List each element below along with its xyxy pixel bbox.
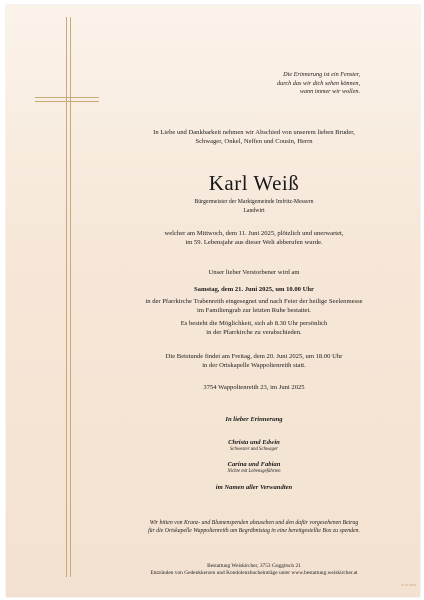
print-code: B 2P 0028 <box>401 583 416 587</box>
parte-sheet <box>6 5 420 597</box>
cross-icon-bar <box>35 97 99 98</box>
deceased-title: Bürgermeister der Marktgemeinde Imfritz-Messern <box>194 199 314 205</box>
funeral-place: in der Pfarrkirche Trabenreith eingesegnet und nach Feier der heilige Seelenmesse im Familiengrab zur letzten Ruhe bestattet. <box>145 298 363 314</box>
mourners-heading: In lieber Erinnerung <box>225 416 283 423</box>
mourner-relation-2: Nichte mit Lebensgefährten <box>227 469 281 474</box>
mourner-group-2: Carina und Fabian <box>227 461 281 468</box>
cross-icon-bar <box>35 101 99 102</box>
deceased-name: Karl Weiß <box>208 171 300 195</box>
deceased-role: Landwirt <box>243 208 265 214</box>
funeral-date: Samstag, dem 21. Juni 2025, um 10.00 Uhr <box>194 286 314 293</box>
mourner-group-1: Christa und Edwin <box>228 439 280 446</box>
funeral-home-footer: Bestattung Weiskircher, 3753 Goggitsch 21 Entzünden von Gedenkkerzen und Kondolenzbucheinträge unter www.bestattung.weiskircher.at <box>150 563 358 577</box>
death-notice: welcher am Mittwoch, dem 11. Juni 2025, plötzlich und unerwartet, im 59. Lebensjahr aus dieser Welt abberufen wurde. <box>164 230 344 246</box>
prayer-notice: Die Betstunde findet am Freitag, dem 20. Juni 2025, um 18.00 Uhr in der Ortskapelle Wappoltenreith statt. <box>165 353 343 369</box>
farewell-notice: Es besteht die Möglichkeit, sich ab 8.30 Uhr persönlich in der Pfarrkirche zu verabschieden. <box>180 320 328 336</box>
funeral-intro: Unser lieber Verstorbener wird am <box>208 269 300 276</box>
memorial-quote: Die Erinnerung ist ein Fenster, durch das wir dich sehen können, wann immer wir wollen. <box>277 71 360 96</box>
mourner-relation-1: Schwester und Schwager <box>230 447 278 452</box>
donation-request: Wir bitten von Kranz- und Blumenspenden abzusehen und den dafür vorgesehenen Betrag für die Ortskapelle Wappoltenreith am Begräbnistag in eine bereitgestellte Box zu spenden. <box>148 520 360 534</box>
intro-text: In Liebe und Dankbarkeit nehmen wir Abschied von unserem lieben Bruder, Schwager, Onkel, Neffen und Cousin, Herrn <box>153 129 355 145</box>
place-date: 3754 Wappoltenreith 23, im Juni 2025 <box>203 384 305 391</box>
mourners-closing: im Namen aller Verwandten <box>215 484 293 491</box>
